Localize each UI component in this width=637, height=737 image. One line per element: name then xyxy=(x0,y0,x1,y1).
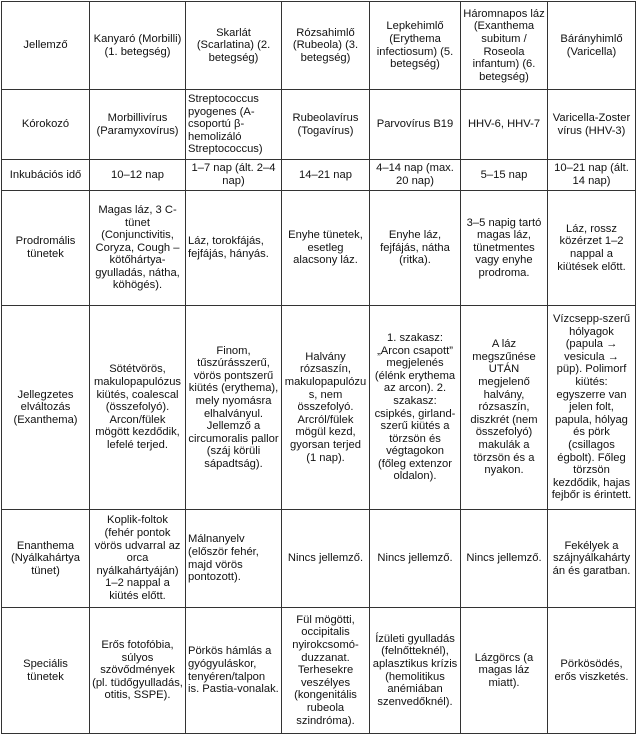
disease-comparison-table xyxy=(1,1,636,734)
header-cell-scarlet-fever: Skarlát (Scarlatina) (2. betegség) xyxy=(186,2,282,90)
row-label-cell: Kórokozó xyxy=(2,90,90,160)
table-cell: Nincs jellemző. xyxy=(461,510,548,608)
row-label-cell: Jellegzetes elváltozás (Exanthema) xyxy=(2,306,90,510)
table-cell: HHV-6, HHV-7 xyxy=(461,90,548,160)
table-cell: Finom, tűszúrásszerű, vörös pontszerű kiütés (erythema), mely nyomásra elhalványul. Jellemző a circumoralis pallor (száj körüli sápadtság). xyxy=(186,306,282,510)
table-cell: Fül mögötti, occipitalis nyirokcsomó-duzzanat. Terhesekre veszélyes (kongenitális rubeola szindróma). xyxy=(282,608,370,734)
table-cell: 4–14 nap (max. 20 nap) xyxy=(370,160,461,191)
table-cell: 1. szakasz: „Arcon csapott” megjelenés (élénk erythema az arcon). 2. szakasz: csipkés, girland-szerű kiütés a törzsön és végtagokon (főleg extenzor oldalon). xyxy=(370,306,461,510)
table-cell: Ízületi gyulladás (felnőtteknél), aplasztikus krízis (hemolitikus anémiában szenvedőknél). xyxy=(370,608,461,734)
table-cell: Sötétvörös, makulopapulózus kiütés, coalescal (összefolyó). Arcon/fülek mögött kezdődik, lefelé terjed. xyxy=(90,306,186,510)
table-cell: Nincs jellemző. xyxy=(370,510,461,608)
table-cell: Pörkös hámlás a gyógyuláskor, tenyéren/talpon is. Pastia-vonalak. xyxy=(186,608,282,734)
header-row xyxy=(2,2,636,90)
table-cell: Vízcsepp-szerű hólyagok (papula → vesicula → püp). Polimorf kiütés: egyszerre van jelen folt, papula, hólyag és pörk (csillagos égbolt). Főleg törzsön kezdődik, hajas fejbőr is érintett. xyxy=(548,306,636,510)
table-row xyxy=(2,90,636,160)
table-cell: Pörkösödés, erős viszketés. xyxy=(548,608,636,734)
header-cell-varicella: Bárányhimlő (Varicella) xyxy=(548,2,636,90)
table-cell: Magas láz, 3 C-tünet (Conjunctivitis, Coryza, Cough – kötőhártya-gyulladás, nátha, köhögés). xyxy=(90,191,186,306)
header-cell-rubella: Rózsahimlő (Rubeola) (3. betegség) xyxy=(282,2,370,90)
row-label-cell: Speciális tünetek xyxy=(2,608,90,734)
table-row xyxy=(2,306,636,510)
row-label-cell: Enanthema (Nyálkahártya tünet) xyxy=(2,510,90,608)
table-cell: Rubeolavírus (Togavírus) xyxy=(282,90,370,160)
table-row xyxy=(2,510,636,608)
table-cell: A láz megszűnése UTÁN megjelenő halvány, rózsaszín, diszkrét (nem összefolyó) makulák a törzsön és a nyakon. xyxy=(461,306,548,510)
table-row xyxy=(2,608,636,734)
table-cell: Fekélyek a szájnyálkahártyán és garatban. xyxy=(548,510,636,608)
table-row xyxy=(2,160,636,191)
table-cell: Láz, rossz közérzet 1–2 nappal a kiütések előtt. xyxy=(548,191,636,306)
row-label-cell: Prodromális tünetek xyxy=(2,191,90,306)
table-cell: Málnanyelv (először fehér, majd vörös pontozott). xyxy=(186,510,282,608)
table-cell: 3–5 napig tartó magas láz, tünetmentes vagy enyhe prodroma. xyxy=(461,191,548,306)
table-cell: 5–15 nap xyxy=(461,160,548,191)
table-cell: 10–12 nap xyxy=(90,160,186,191)
table-cell: Parvovírus B19 xyxy=(370,90,461,160)
table-cell: Nincs jellemző. xyxy=(282,510,370,608)
header-label-cell: Jellemző xyxy=(2,2,90,90)
table-cell: 1–7 nap (ált. 2–4 nap) xyxy=(186,160,282,191)
table-cell: Lázgörcs (a magas láz miatt). xyxy=(461,608,548,734)
table-cell: 14–21 nap xyxy=(282,160,370,191)
table-cell: Láz, torokfájás, fejfájás, hányás. xyxy=(186,191,282,306)
table-cell: Koplik-foltok (fehér pontok vörös udvarral az orca nyálkahártyáján) 1–2 nappal a kiütés előtt. xyxy=(90,510,186,608)
table-cell: Varicella-Zoster vírus (HHV-3) xyxy=(548,90,636,160)
table-cell: Enyhe láz, fejfájás, nátha (ritka). xyxy=(370,191,461,306)
table-cell: Morbillivírus (Paramyxovírus) xyxy=(90,90,186,160)
table-cell: Enyhe tünetek, esetleg alacsony láz. xyxy=(282,191,370,306)
table-cell: Halvány rózsaszín, makulopapulózus, nem összefolyó. Arcról/fülek mögül kezd, gyorsan terjed (1 nap). xyxy=(282,306,370,510)
table-cell: 10–21 nap (ált. 14 nap) xyxy=(548,160,636,191)
header-cell-measles: Kanyaró (Morbilli) (1. betegség) xyxy=(90,2,186,90)
header-cell-roseola: Háromnapos láz (Exanthema subitum / Roseola infantum) (6. betegség) xyxy=(461,2,548,90)
header-cell-fifth-disease: Lepkehimlő (Erythema infectiosum) (5. betegség) xyxy=(370,2,461,90)
table-row xyxy=(2,191,636,306)
table-cell: Streptococcus pyogenes (A-csoportú β-hemolizáló Streptococcus) xyxy=(186,90,282,160)
row-label-cell: Inkubációs idő xyxy=(2,160,90,191)
table-cell: Erős fotofóbia, súlyos szövődmények (pl. tüdőgyulladás, otitis, SSPE). xyxy=(90,608,186,734)
